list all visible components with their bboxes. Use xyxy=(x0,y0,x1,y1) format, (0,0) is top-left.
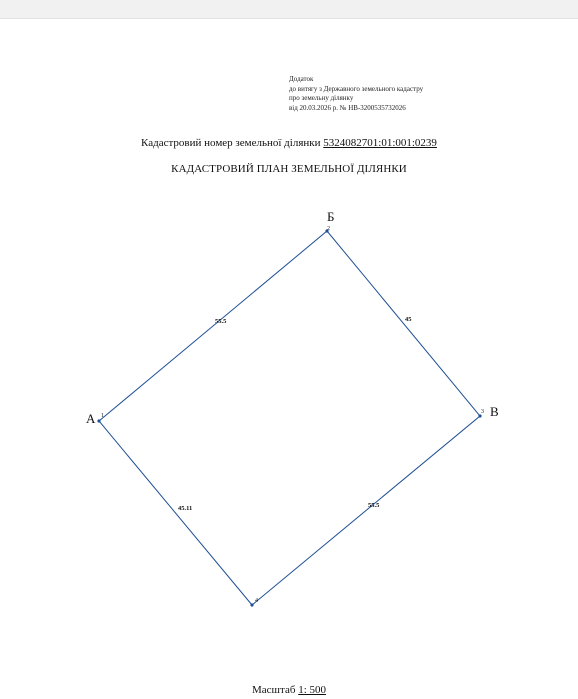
vertex-letter-a: А xyxy=(86,411,96,426)
plan-title: КАДАСТРОВИЙ ПЛАН ЗЕМЕЛЬНОЇ ДІЛЯНКИ xyxy=(171,163,407,175)
vertex-number-1: 1 xyxy=(101,413,104,419)
vertex-letter-b: Б xyxy=(327,209,335,224)
side-length-2-3: 45 xyxy=(405,316,412,323)
vertex-letter-v: В xyxy=(490,404,499,419)
vertex-number-2: 2 xyxy=(327,226,330,232)
vertex-marker-1 xyxy=(97,419,100,422)
scale-line xyxy=(0,684,578,696)
appendix-line: до витягу з Державного земельного кадастру xyxy=(289,84,424,93)
appendix-line: про земельну ділянку xyxy=(289,94,354,103)
appendix-line: від 20.03.2026 р. № НВ-3200535732026 xyxy=(289,103,406,112)
side-length-4-1: 45.11 xyxy=(178,505,193,512)
appendix-line: Додаток xyxy=(289,75,314,83)
side-length-1-2: 55.5 xyxy=(215,318,227,325)
vertex-marker-4 xyxy=(250,603,253,606)
vertex-number-4: 4 xyxy=(255,598,258,604)
side-length-3-4: 55.5 xyxy=(368,502,380,509)
cadastral-number-label: Кадастровий номер земельної ділянки xyxy=(141,137,321,149)
scale-label: Масштаб xyxy=(252,684,296,696)
cadastral-number-value: 5324082701:01:001:0239 xyxy=(323,137,437,149)
vertex-number-3: 3 xyxy=(481,409,484,415)
parcel-boundary xyxy=(99,231,480,605)
scale-value: 1: 500 xyxy=(298,684,326,696)
